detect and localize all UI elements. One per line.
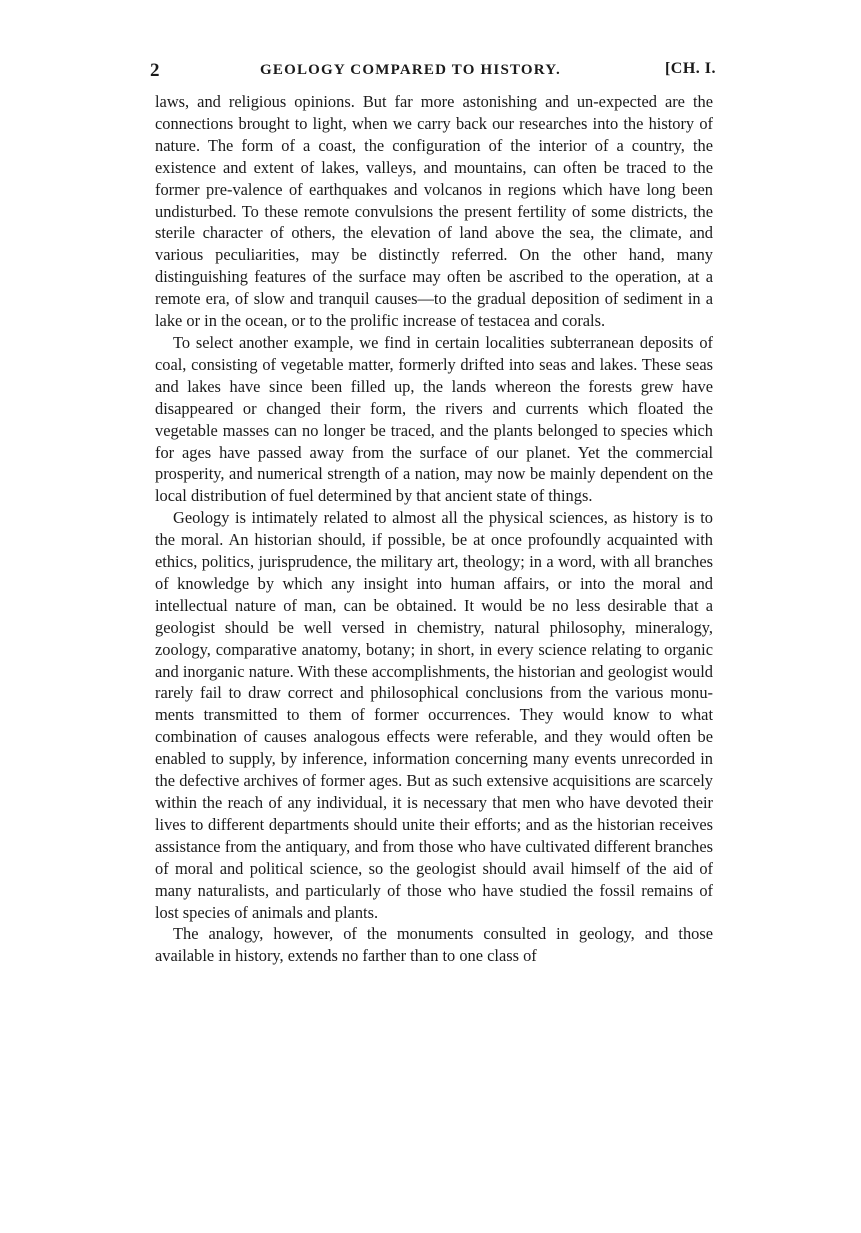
paragraph-4: The analogy, however, of the monuments consulted in geology, and those available in history, extends no farther than to one class of <box>155 924 713 966</box>
chapter-mark: [CH. I. <box>664 60 716 77</box>
running-title: GEOLOGY COMPARED TO HISTORY. <box>260 62 561 78</box>
paragraph-3: Geology is intimately related to almost all the physical sciences, as history is to the moral. An historian should, if possible, be at once profoundly acquainted with ethics, politics, jurisprudence, the military art, theology; in a word, with all branches of knowledge by which any insight into human affairs, or into the moral and intellectual nature of man, can be obtained. It would be no less desirable that a geologist should be well versed in chemistry, natural philosophy, mineralogy, zoology, comparative anatomy, botany; in short, in every science relating to organic and inorganic nature. With these accomplishments, the historian and geologist would rarely fail to draw correct and philosophical conclusions from the various monu-ments transmitted to them of former occurrences. They would know to what combination of causes analogous effects were referable, and they would often be enabled to supply, by inference, information concerning many events unrecorded in the defective archives of former ages. But as such extensive acquisitions are scarcely within the reach of any individual, it is necessary that men who have devoted their lives to different departments should unite their efforts; and as the historian receives assistance from the antiquary, and from those who have cultivated different branches of moral and political science, so the geologist should avail himself of the aid of many naturalists, and particularly of those who have studied the fossil remains of lost species of animals and plants. <box>155 508 713 922</box>
paragraph-2: To select another example, we find in certain localities subterranean deposits of coal, consisting of vegetable matter, formerly drifted into seas and lakes. These seas and lakes have since been filled up, the lands whereon the forests grew have disappeared or changed their form, the rivers and currents which floated the vegetable masses can no longer be traced, and the plants belonged to species which for ages have passed away from the surface of our planet. Yet the commercial prosperity, and numerical strength of a nation, may now be mainly dependent on the local distribution of fuel determined by that ancient state of things. <box>155 332 713 506</box>
body-text <box>155 91 713 967</box>
page-header <box>150 60 716 86</box>
paragraph-1: laws, and religious opinions. But far more astonishing and un-expected are the connections brought to light, when we carry back our researches into the history of nature. The form of a coast, the configuration of the interior of a country, the existence and extent of lakes, valleys, and mountains, can often be traced to the former pre-valence of earthquakes and volcanos in regions which have long been undisturbed. To these remote convulsions the present fertility of some districts, the sterile character of others, the elevation of land above the sea, the climate, and various peculiarities, may be distinctly referred. On the other hand, many distinguishing features of the surface may often be ascribed to the operation, at a remote era, of slow and tranquil causes—to the gradual deposition of sediment in a lake or in the ocean, or to the prolific increase of testacea and corals. <box>155 92 713 331</box>
page-number: 2 <box>150 60 160 81</box>
